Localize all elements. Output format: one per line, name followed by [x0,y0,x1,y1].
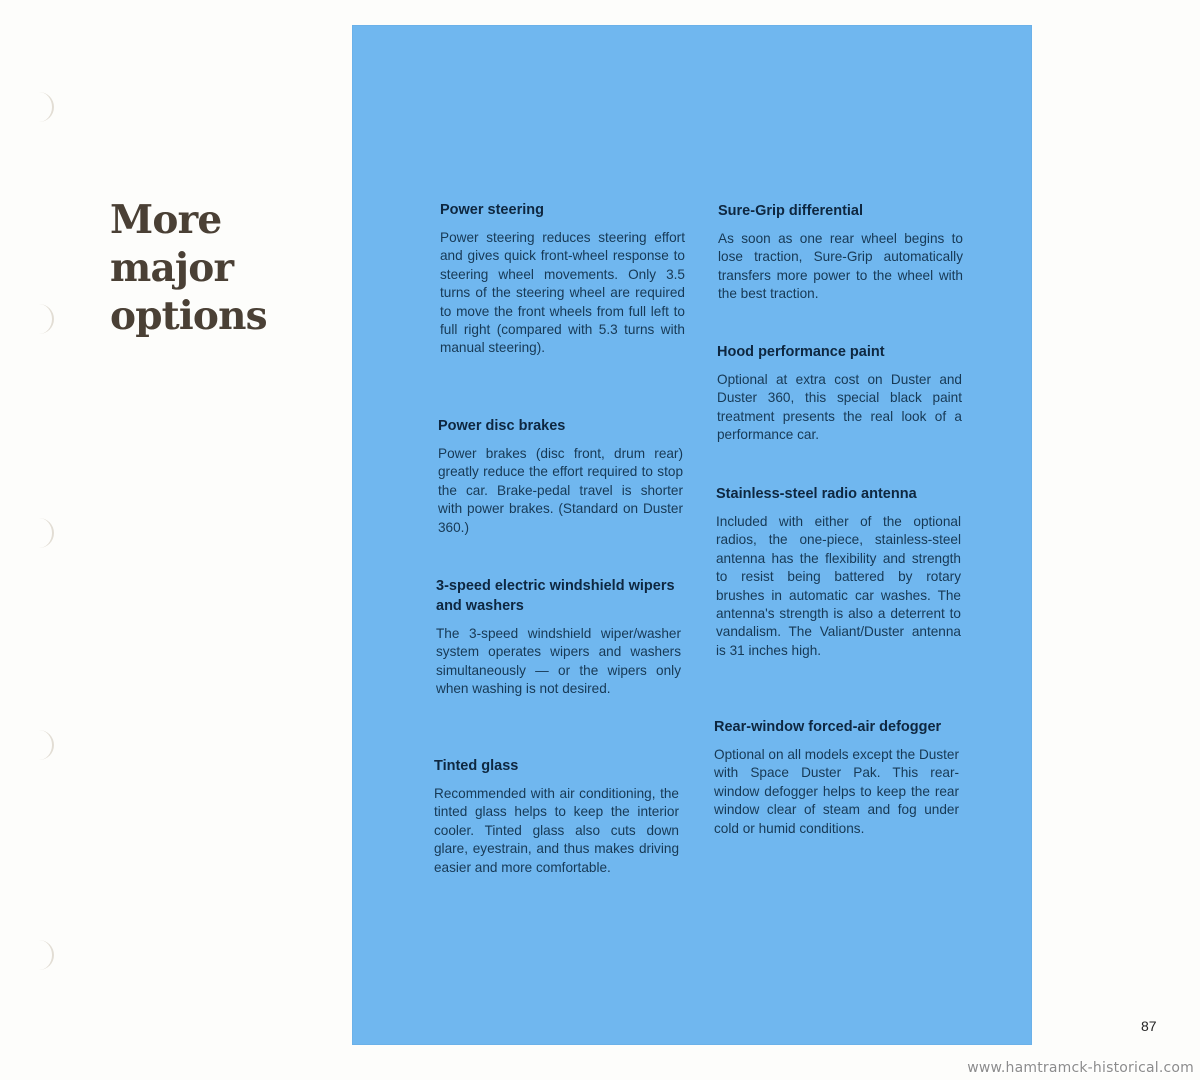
option-title: Stainless-steel radio antenna [716,486,917,502]
site-watermark: www.hamtramck-historical.com [967,1060,1194,1076]
option-tinted-glass [434,756,679,877]
option-title: 3-speed electric windshield wipers and washers [436,578,675,614]
option-description: Optional at extra cost on Duster and Duster 360, this special black paint treatment presents the real look of a performance car. [717,372,962,443]
option-power-steering [440,200,685,358]
option-title: Hood performance paint [717,344,885,360]
option-rear-window-defogger [714,717,959,838]
option-radio-antenna [716,484,961,660]
option-description: Recommended with air conditioning, the tinted glass helps to keep the interior cooler. Tinted glass also cuts down glare, eyestrain, and thus makes driving easier and more comfortable. [434,786,679,875]
option-description: The 3-speed windshield wiper/washer system operates wipers and washers simultaneously — or the wipers only when washing is not desired. [436,626,681,697]
page-number: 87 [1141,1018,1157,1034]
option-title: Power disc brakes [438,418,566,434]
option-title: Power steering [440,202,544,218]
option-title: Rear-window forced-air defogger [714,719,942,735]
option-description: Optional on all models except the Duster with Space Duster Pak. This rear-window defogger helps to keep the rear window clear of steam and fog under cold or humid conditions. [714,747,959,836]
option-title: Sure-Grip differential [718,203,864,219]
option-power-disc-brakes [438,416,683,537]
option-hood-performance-paint [717,342,962,445]
option-windshield-wipers [436,576,681,699]
option-description: Included with either of the optional radios, the one-piece, stainless-steel antenna has the flexibility and strength to resist being battered by rotary brushes in automatic car washes. The antenna's strength is also a deterrent to vandalism. The Valiant/Duster antenna is 31 inches high. [716,514,961,658]
option-description: As soon as one rear wheel begins to lose traction, Sure-Grip automatically transfers more power to the wheel with the best traction. [718,231,963,302]
page-heading [110,196,290,340]
heading-line: options [110,293,267,339]
heading-line: major [110,245,234,291]
option-description: Power steering reduces steering effort and gives quick front-wheel response to steering wheel movements. Only 3.5 turns of the steering wheel are required to move the front wheels from full left to full right (compared with 5.3 turns with manual steering). [440,230,685,356]
option-description: Power brakes (disc front, drum rear) greatly reduce the effort required to stop the car. Brake-pedal travel is shorter with power brakes. (Standard on Duster 360.) [438,446,683,535]
option-sure-grip-differential [718,201,963,304]
option-title: Tinted glass [434,758,519,774]
heading-line: More [110,197,222,243]
